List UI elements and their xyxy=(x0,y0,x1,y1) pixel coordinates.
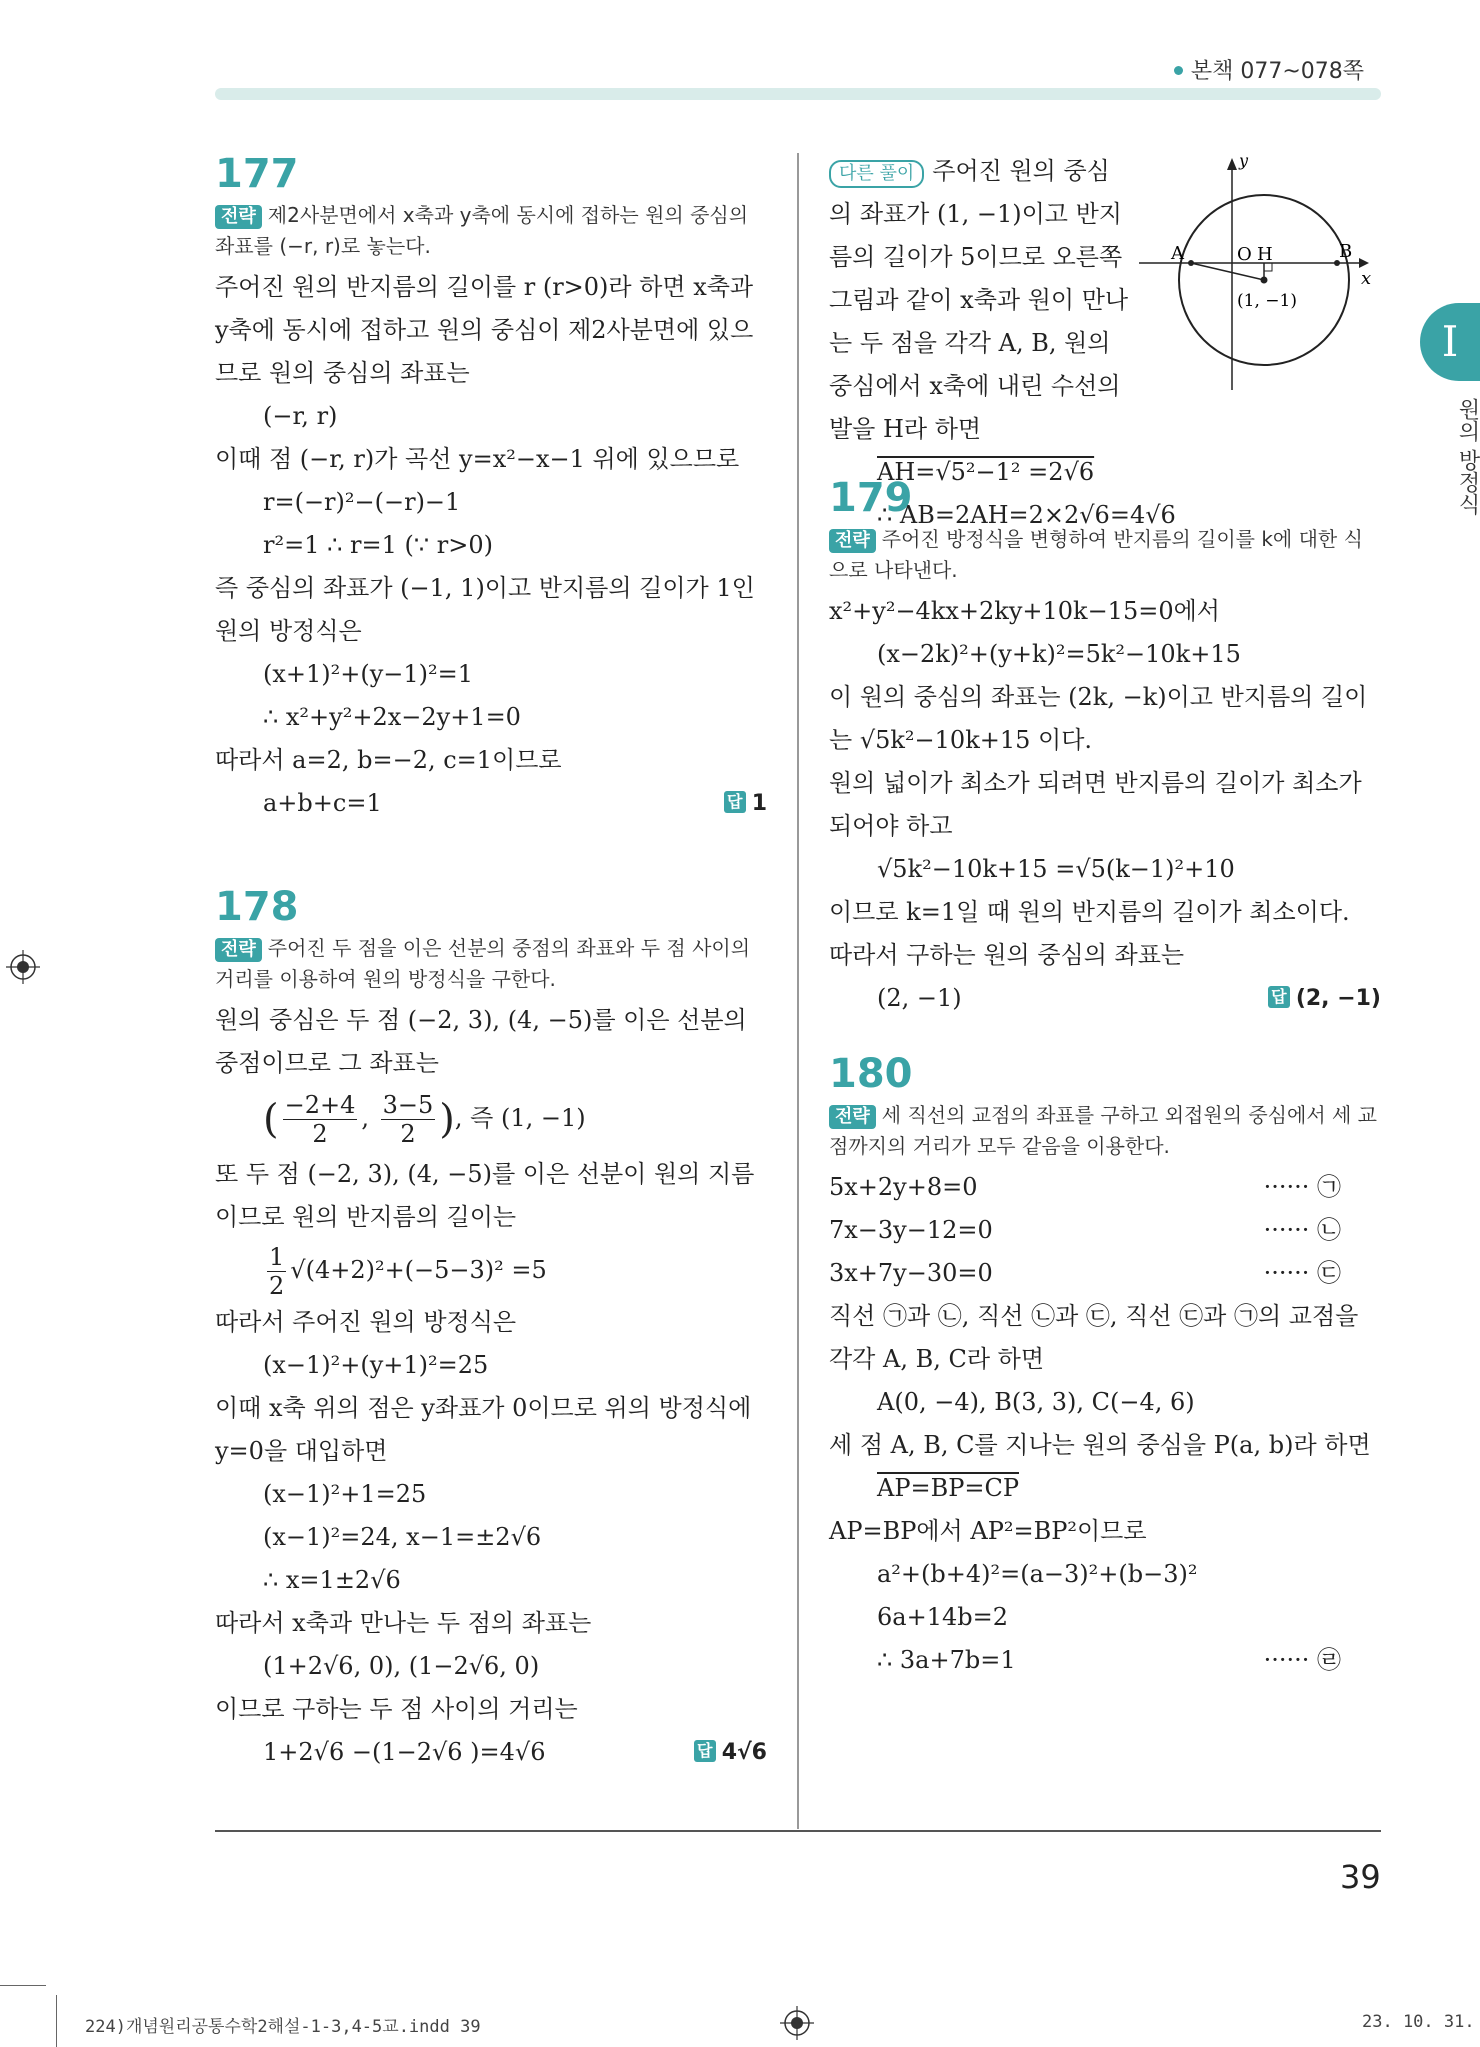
frac-num: 3−5 xyxy=(382,1091,434,1119)
solution-line: a+b+c=1 xyxy=(263,789,382,817)
label-o: O xyxy=(1237,244,1252,265)
frac-den: 2 xyxy=(312,1120,328,1148)
solution-line: 즉 중심의 좌표가 (−1, 1)이고 반지름의 길이가 1인 원의 방정식은 xyxy=(215,574,755,645)
solution-line: 6a+14b=2 xyxy=(877,1603,1008,1631)
radius-expr: √(4+2)²+(−5−3)² =5 xyxy=(290,1255,547,1284)
equation: 3x+7y−30=0 xyxy=(829,1259,993,1287)
solution-line: 이므로 k=1일 때 원의 반지름의 길이가 최소이다. xyxy=(829,898,1350,926)
answer xyxy=(724,791,767,816)
equation-marker: ······ ㉢ xyxy=(1263,1259,1341,1287)
registration-mark-icon xyxy=(6,950,40,984)
solution-line: 원의 넓이가 최소가 되려면 반지름의 길이가 최소가 되어야 하고 xyxy=(829,769,1362,840)
section-reference xyxy=(1174,54,1364,85)
crop-mark xyxy=(56,1995,57,2047)
footer-date: 23. 10. 31. xyxy=(1362,2012,1475,2032)
equation-row xyxy=(829,1166,1381,1209)
solution-line: 이때 x축 위의 점은 y좌표가 0이므로 위의 방정식에 y=0을 대입하면 xyxy=(215,1393,752,1465)
midpoint-line: ( $\frac{-2+4}{2}$ , $\frac{3-5}{2}$ ), 즉 (1, −1) xyxy=(263,1091,586,1148)
answer xyxy=(1268,986,1381,1011)
bottom-rule xyxy=(215,1830,1381,1832)
problem-number: 178 xyxy=(215,884,299,930)
solution-line: 이때 점 (−r, r)가 곡선 y=x²−x−1 위에 있으므로 xyxy=(215,445,740,473)
center-point xyxy=(1261,277,1268,284)
solution-line: 세 점 A, B, C를 지나는 원의 중심을 P(a, b)라 하면 xyxy=(829,1431,1371,1459)
label-h: H xyxy=(1257,244,1273,265)
final-row xyxy=(215,782,767,825)
strategy-tag: 전략 xyxy=(215,205,262,229)
reference-text: 본책 077~078쪽 xyxy=(1190,59,1364,84)
solution-line: ∴ 3a+7b=1 xyxy=(877,1646,1016,1674)
solution-line: 또 두 점 (−2, 3), (4, −5)를 이은 선분이 원의 지름이므로 원의 반지름의 길이는 xyxy=(215,1159,755,1231)
right-column xyxy=(829,150,1381,1682)
solution-line: 이므로 구하는 두 점 사이의 거리는 xyxy=(215,1694,578,1723)
strategy-tag: 전략 xyxy=(215,938,262,962)
answer-icon: 답 xyxy=(694,1740,716,1762)
solution-line: A(0, −4), B(3, 3), C(−4, 6) xyxy=(877,1388,1195,1416)
strategy xyxy=(829,1100,1381,1162)
midpoint-result: 즉 (1, −1) xyxy=(470,1104,586,1132)
problem-178 xyxy=(215,883,767,1774)
y-label: y xyxy=(1239,151,1249,170)
problem-180 xyxy=(829,1050,1381,1682)
equation-row xyxy=(829,1639,1381,1682)
equation-marker: ······ ㉣ xyxy=(1263,1646,1341,1674)
label-a: A xyxy=(1171,243,1184,264)
solution-line: a²+(b+4)²=(a−3)²+(b−3)² xyxy=(877,1560,1198,1588)
footer-filename: 224)개념원리공통수학2해설-1-3,4-5교.indd 39 xyxy=(85,2017,481,2037)
solution-line: 주어진 원의 반지름의 길이를 r (r>0)라 하면 x축과 y축에 동시에 접하고 원의 중심이 제2사분면에 있으므로 원의 중심의 좌표는 xyxy=(215,273,754,387)
strategy-text: 제2사분면에서 x축과 y축에 동시에 접하는 원의 중심의 좌표를 (−r, r)로 놓는다. xyxy=(215,203,749,258)
equation-marker: ······ ㉠ xyxy=(1263,1173,1341,1201)
answer-icon: 답 xyxy=(724,791,746,813)
strategy-text: 주어진 두 점을 이은 선분의 중점의 좌표와 두 점 사이의 거리를 이용하여 원의 방정식을 구한다. xyxy=(215,936,751,991)
x-label: x xyxy=(1361,268,1372,289)
frac-num: 1 xyxy=(269,1242,285,1271)
solution-line: ∴ AB=2AH=2×2√6=4√6 xyxy=(877,501,1176,529)
left-column xyxy=(215,150,767,1774)
label-b: B xyxy=(1339,241,1353,262)
solution-line: AP=BP=CP xyxy=(877,1474,1019,1502)
equation: 5x+2y+8=0 xyxy=(829,1173,978,1201)
answer-icon: 답 xyxy=(1268,986,1290,1008)
alt-solution-tag: 다른 풀이 xyxy=(829,160,924,188)
solution-line: 따라서 주어진 원의 방정식은 xyxy=(215,1307,517,1336)
crop-mark xyxy=(0,1985,46,1986)
registration-mark-icon xyxy=(780,2006,814,2040)
problem-number: 177 xyxy=(215,151,299,197)
solution-line: r=(−r)²−(−r)−1 xyxy=(263,488,461,516)
alt-text-block xyxy=(829,150,1129,451)
solution-line: (−r, r) xyxy=(263,402,338,430)
solution-line: 1+2√6 −(1−2√6 )=4√6 xyxy=(263,1737,546,1766)
solution-line: 이 원의 중심의 좌표는 (2k, −k)이고 반지름의 길이는 √5k²−10k+15 이다. xyxy=(829,683,1368,754)
equation: 7x−3y−12=0 xyxy=(829,1216,993,1244)
strategy-tag: 전략 xyxy=(829,529,876,553)
fraction xyxy=(381,1091,436,1148)
chapter-tab: I xyxy=(1420,303,1480,381)
solution-line: r²=1 ∴ r=1 (∵ r>0) xyxy=(263,531,493,559)
final-row xyxy=(829,977,1381,1020)
answer-value: 4√6 xyxy=(721,1739,767,1765)
fraction xyxy=(267,1243,286,1300)
page-number: 39 xyxy=(1340,1858,1381,1896)
center-label: (1, −1) xyxy=(1237,291,1297,311)
solution-line: 직선 ㉠과 ㉡, 직선 ㉡과 ㉢, 직선 ㉢과 ㉠의 교점을 각각 A, B, C라 하면 xyxy=(829,1302,1359,1373)
column-divider xyxy=(797,153,799,1829)
header-bar xyxy=(215,88,1381,100)
solution-line: (x−1)²+(y+1)²=25 xyxy=(263,1350,489,1379)
problem-177 xyxy=(215,150,767,825)
solution-line: 따라서 x축과 만나는 두 점의 좌표는 xyxy=(215,1608,592,1637)
solution-line: (1+2√6, 0), (1−2√6, 0) xyxy=(263,1651,540,1680)
radius-line xyxy=(215,1239,767,1301)
answer xyxy=(694,1740,767,1765)
solution-line: x²+y²−4kx+2ky+10k−15=0에서 xyxy=(829,597,1220,625)
y-axis-arrow-icon xyxy=(1227,158,1237,170)
strategy-text: 세 직선의 교점의 좌표를 구하고 외접원의 중심에서 세 교점까지의 거리가 모두 같음을 이용한다. xyxy=(829,1103,1378,1158)
frac-den: 2 xyxy=(269,1271,285,1300)
equation-marker: ······ ㉡ xyxy=(1263,1216,1341,1244)
point-a xyxy=(1188,260,1194,266)
solution-line: ∴ x²+y²+2x−2y+1=0 xyxy=(263,703,521,731)
frac-den: 2 xyxy=(400,1120,416,1148)
solution-line: ∴ x=1±2√6 xyxy=(263,1565,401,1594)
solution-line: (x−1)²+1=25 xyxy=(263,1479,427,1508)
final-row xyxy=(215,1731,767,1774)
solution-line: AP=BP에서 AP²=BP²이므로 xyxy=(829,1517,1147,1545)
equation-row xyxy=(829,1209,1381,1252)
problem-number: 180 xyxy=(829,1051,913,1097)
alt-text: 주어진 원의 중심의 좌표가 (1, −1)이고 반지름의 길이가 5이므로 오른쪽 그림과 같이 x축과 원이 만나는 두 점을 각각 A, B, 원의 중심에서 x축에 내린 수선의 발을 H라 하면 xyxy=(829,157,1129,443)
strategy-text: 주어진 방정식을 변형하여 반지름의 길이를 k에 대한 식으로 나타낸다. xyxy=(829,527,1363,582)
bullet-dot-icon xyxy=(1174,66,1183,75)
solution-line: (2, −1) xyxy=(877,984,962,1012)
solution-line: 따라서 a=2, b=−2, c=1이므로 xyxy=(215,746,562,774)
equation-row xyxy=(829,1252,1381,1295)
solution-line: 따라서 구하는 원의 중심의 좌표는 xyxy=(829,941,1185,969)
circle-diagram xyxy=(1139,150,1379,400)
solution-line: √5k²−10k+15 =√5(k−1)²+10 xyxy=(877,855,1235,883)
frac-num: −2+4 xyxy=(284,1091,356,1119)
solution-line: (x−2k)²+(y+k)²=5k²−10k+15 xyxy=(877,640,1241,668)
x-axis-arrow-icon xyxy=(1359,258,1369,268)
radius-segment xyxy=(1191,263,1264,280)
solution-line: (x−1)²=24, x−1=±2√6 xyxy=(263,1522,542,1551)
chapter-label: 원의 방정식 xyxy=(1455,398,1480,515)
answer-value: (2, −1) xyxy=(1295,986,1381,1011)
solution-line: AH=√5²−1² =2√6 xyxy=(877,458,1095,486)
strategy xyxy=(215,200,767,262)
strategy-tag: 전략 xyxy=(829,1105,876,1129)
strategy xyxy=(215,933,767,995)
answer-value: 1 xyxy=(751,791,767,816)
solution-line: 원의 중심은 두 점 (−2, 3), (4, −5)를 이은 선분의 중점이므로 그 좌표는 xyxy=(215,1006,747,1077)
solution-line: (x+1)²+(y−1)²=1 xyxy=(263,660,474,688)
problem-number: 179 xyxy=(829,475,913,521)
fraction xyxy=(283,1091,358,1148)
problem-179 xyxy=(829,474,1381,1020)
